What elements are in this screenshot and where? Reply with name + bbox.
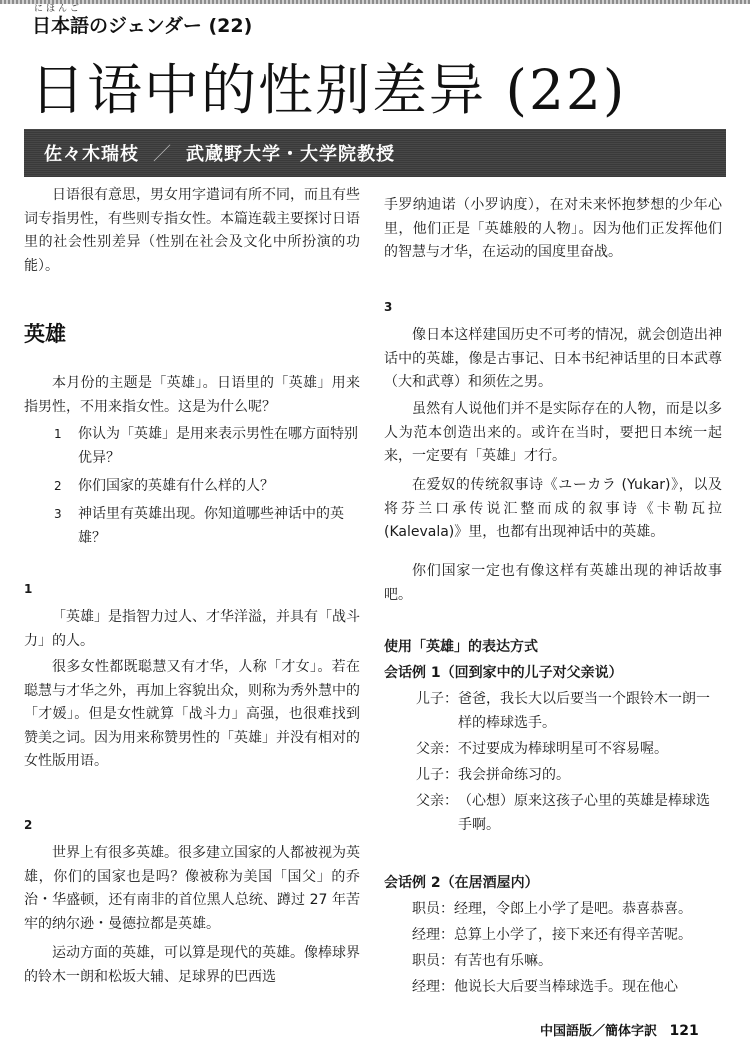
section3-paragraph-3: 在爱奴的传统叙事诗《ユーカラ (Yukar)》，以及将芬兰口承传说汇整而成的叙事诗《卡勒瓦拉 (Kalevala)》里，也都有出现神话中的英雄。 [384, 477, 722, 540]
section1-paragraph-1: 「英雄」是指智力过人、才华洋溢，并具有「战斗力」的人。 [24, 609, 360, 649]
series-title: 日本語のジェンダー (22) [32, 15, 253, 37]
page-number: 121 [669, 1023, 699, 1039]
topic-paragraph: 本月份的主题是「英雄」。日语里的「英雄」用来指男性，不用来指女性。这是为什么呢？ [24, 375, 360, 415]
conversation1-heading: 会话例 1（回到家中的儿子对父亲说） [384, 665, 623, 681]
speaker-label: 父亲： [416, 741, 458, 757]
speaker-label: 儿子： [416, 691, 458, 707]
section1-paragraph-2: 很多女性都既聪慧又有才华，人称「才女」。若在聪慧与才华之外，再加上容貌出众，则称为秀外慧中的「才媛」。但是女性就算「战斗力」高强，也很难找到赞美之词。因为用来称赞男性的「英雄」并没有相对的女性版用语。 [24, 659, 360, 769]
section-number-1: 1 [24, 582, 33, 596]
dialogue-text: 经理，令郎上小学了是吧。恭喜恭喜。 [454, 901, 692, 917]
speaker-label: 职员： [412, 953, 454, 969]
section3-paragraph-4: 你们国家一定也有像这样有英雄出现的神话故事吧。 [384, 563, 722, 603]
main-title: 日语中的性别差异 (22) [30, 58, 627, 122]
section2-paragraph-1: 世界上有很多英雄。很多建立国家的人都被视为英雄，你们的国家也是吗？像被称为美国「国父」的乔治・华盛顿，还有南非的首位黑人总统、蹲过 27 年苦牢的纳尔逊・曼德拉都是英雄。 [24, 845, 360, 932]
question-number: 2 [54, 479, 62, 493]
speaker-label: 经理： [412, 927, 454, 943]
speaker-label: 父亲： [416, 793, 458, 809]
section3-paragraph-2: 虽然有人说他们并不是实际存在的人物，而是以多人为范本创造出来的。或许在当时，要把日本统一起来，一定要有「英雄」才行。 [384, 401, 722, 464]
question-text: 你们国家的英雄有什么样的人？ [78, 478, 274, 494]
conversation2-heading: 会话例 2（在居酒屋内） [384, 875, 539, 891]
question-number: 1 [54, 427, 62, 441]
footer-label: 中国語版／簡体字訳 [540, 1024, 658, 1039]
dialogue-text: 总算上小学了，接下来还有得辛苦呢。 [454, 927, 692, 943]
author-name: 佐々木瑞枝 [44, 144, 139, 165]
section2-paragraph-2: 运动方面的英雄，可以算是现代的英雄。像棒球界的铃木一朗和松坂大辅、足球界的巴西选 [24, 945, 360, 985]
continued-paragraph: 手罗纳迪诺（小罗讷度），在对未来怀抱梦想的少年心里，他们正是「英雄般的人物」。因为他们正发挥他们的智慧与才华，在运动的国度里奋战。 [384, 197, 722, 260]
question-text: 神话里有英雄出现。你知道哪些神话中的英雄？ [78, 506, 344, 546]
author-separator: ／ [153, 144, 172, 165]
top-border [0, 0, 750, 4]
section-number-2: 2 [24, 818, 33, 832]
section3-paragraph-1: 像日本这样建国历史不可考的情况，就会创造出神话中的英雄，像是古事记、日本书纪神话里的日本武尊（大和武尊）和须佐之男。 [384, 327, 722, 390]
section-heading: 英雄 [24, 322, 66, 346]
question-text: 你认为「英雄」是用来表示男性在哪方面特别优异？ [78, 426, 358, 466]
dialogue-text: 有苦也有乐嘛。 [454, 953, 552, 969]
usage-heading: 使用「英雄」的表达方式 [384, 639, 538, 655]
intro-paragraph: 日语很有意思，男女用字遣词有所不同，而且有些词专指男性，有些则专指女性。本篇连载主要探讨日语里的社会性别差异（性别在社会及文化中所扮演的功能）。 [24, 187, 360, 274]
speaker-label: 职员： [412, 901, 454, 917]
dialogue-text: （心想）原来这孩子心里的英雄是棒球选手啊。 [458, 793, 710, 833]
dialogue-text: 不过要成为棒球明星可不容易喔。 [458, 741, 668, 757]
author-bar [24, 129, 726, 177]
dialogue-text: 爸爸，我长大以后要当一个跟铃木一朗一样的棒球选手。 [458, 691, 710, 731]
dialogue-text: 我会拼命练习的。 [458, 767, 570, 783]
page-footer [540, 1020, 699, 1039]
dialogue-text: 他说长大后要当棒球选手。现在他心 [454, 979, 678, 995]
speaker-label: 儿子： [416, 767, 458, 783]
author-affiliation: 武蔵野大学・大学院教授 [186, 144, 395, 165]
speaker-label: 经理： [412, 979, 454, 995]
series-ruby: にほんご [34, 4, 83, 14]
section-number-3: 3 [384, 300, 393, 314]
question-number: 3 [54, 507, 62, 521]
